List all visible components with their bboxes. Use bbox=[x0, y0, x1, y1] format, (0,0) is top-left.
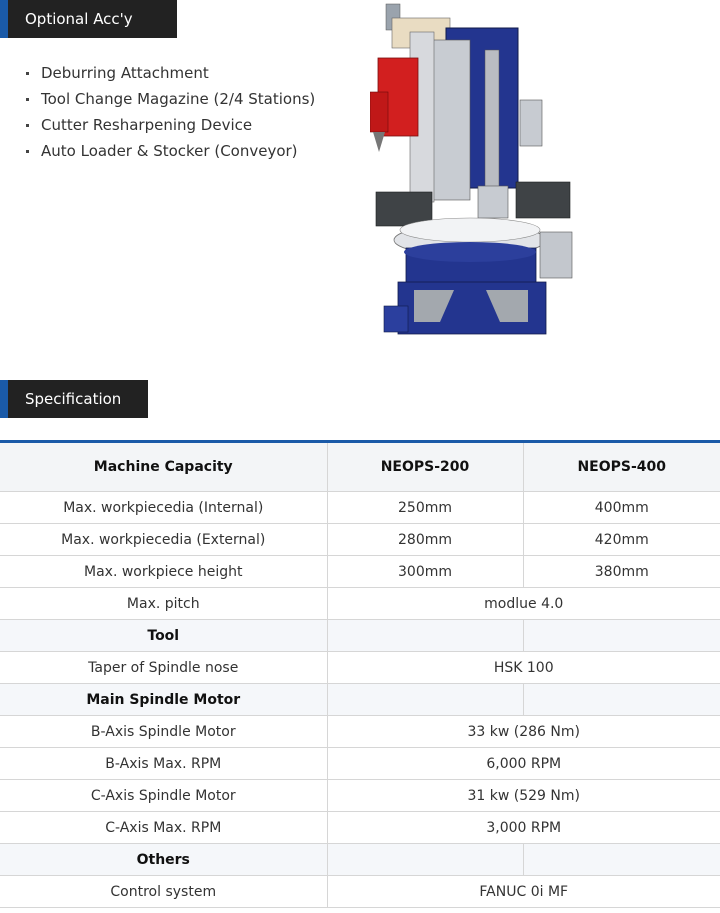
bullet-icon bbox=[26, 72, 29, 75]
table-row: B-Axis Max. RPM 6,000 RPM bbox=[0, 748, 720, 780]
specification-title: Specification bbox=[25, 390, 122, 408]
table-row: C-Axis Spindle Motor 31 kw (529 Nm) bbox=[0, 780, 720, 812]
header-machine-capacity: Machine Capacity bbox=[0, 442, 327, 492]
header-accent-bar bbox=[0, 0, 8, 38]
table-row: Max. pitch modlue 4.0 bbox=[0, 588, 720, 620]
header-accent-bar bbox=[0, 380, 8, 418]
table-row: Control system FANUC 0i MF bbox=[0, 876, 720, 908]
bullet-icon bbox=[26, 150, 29, 153]
table-group-row: Tool bbox=[0, 620, 720, 652]
specification-header bbox=[0, 380, 148, 418]
bullet-icon bbox=[26, 98, 29, 101]
list-item: Deburring Attachment bbox=[26, 60, 315, 86]
table-group-row: Others bbox=[0, 844, 720, 876]
table-row: Max. workpiecedia (Internal) 250mm 400mm bbox=[0, 492, 720, 524]
table-row: Taper of Spindle nose HSK 100 bbox=[0, 652, 720, 684]
bullet-icon bbox=[26, 124, 29, 127]
optional-accessories-title: Optional Acc'y bbox=[25, 10, 133, 28]
table-group-row: Main Spindle Motor bbox=[0, 684, 720, 716]
specification-table bbox=[0, 440, 720, 908]
table-row: B-Axis Spindle Motor 33 kw (286 Nm) bbox=[0, 716, 720, 748]
table-row: C-Axis Max. RPM 3,000 RPM bbox=[0, 812, 720, 844]
list-item: Cutter Resharpening Device bbox=[26, 112, 315, 138]
optional-accessories-header bbox=[0, 0, 177, 38]
table-row: Max. workpiece height 300mm 380mm bbox=[0, 556, 720, 588]
list-item: Tool Change Magazine (2/4 Stations) bbox=[26, 86, 315, 112]
header-neops-400: NEOPS-400 bbox=[523, 442, 720, 492]
accessories-list bbox=[26, 60, 315, 164]
machine-illustration bbox=[370, 0, 580, 340]
header-neops-200: NEOPS-200 bbox=[327, 442, 523, 492]
table-header-row bbox=[0, 442, 720, 492]
list-item: Auto Loader & Stocker (Conveyor) bbox=[26, 138, 315, 164]
table-row: Max. workpiecedia (External) 280mm 420mm bbox=[0, 524, 720, 556]
